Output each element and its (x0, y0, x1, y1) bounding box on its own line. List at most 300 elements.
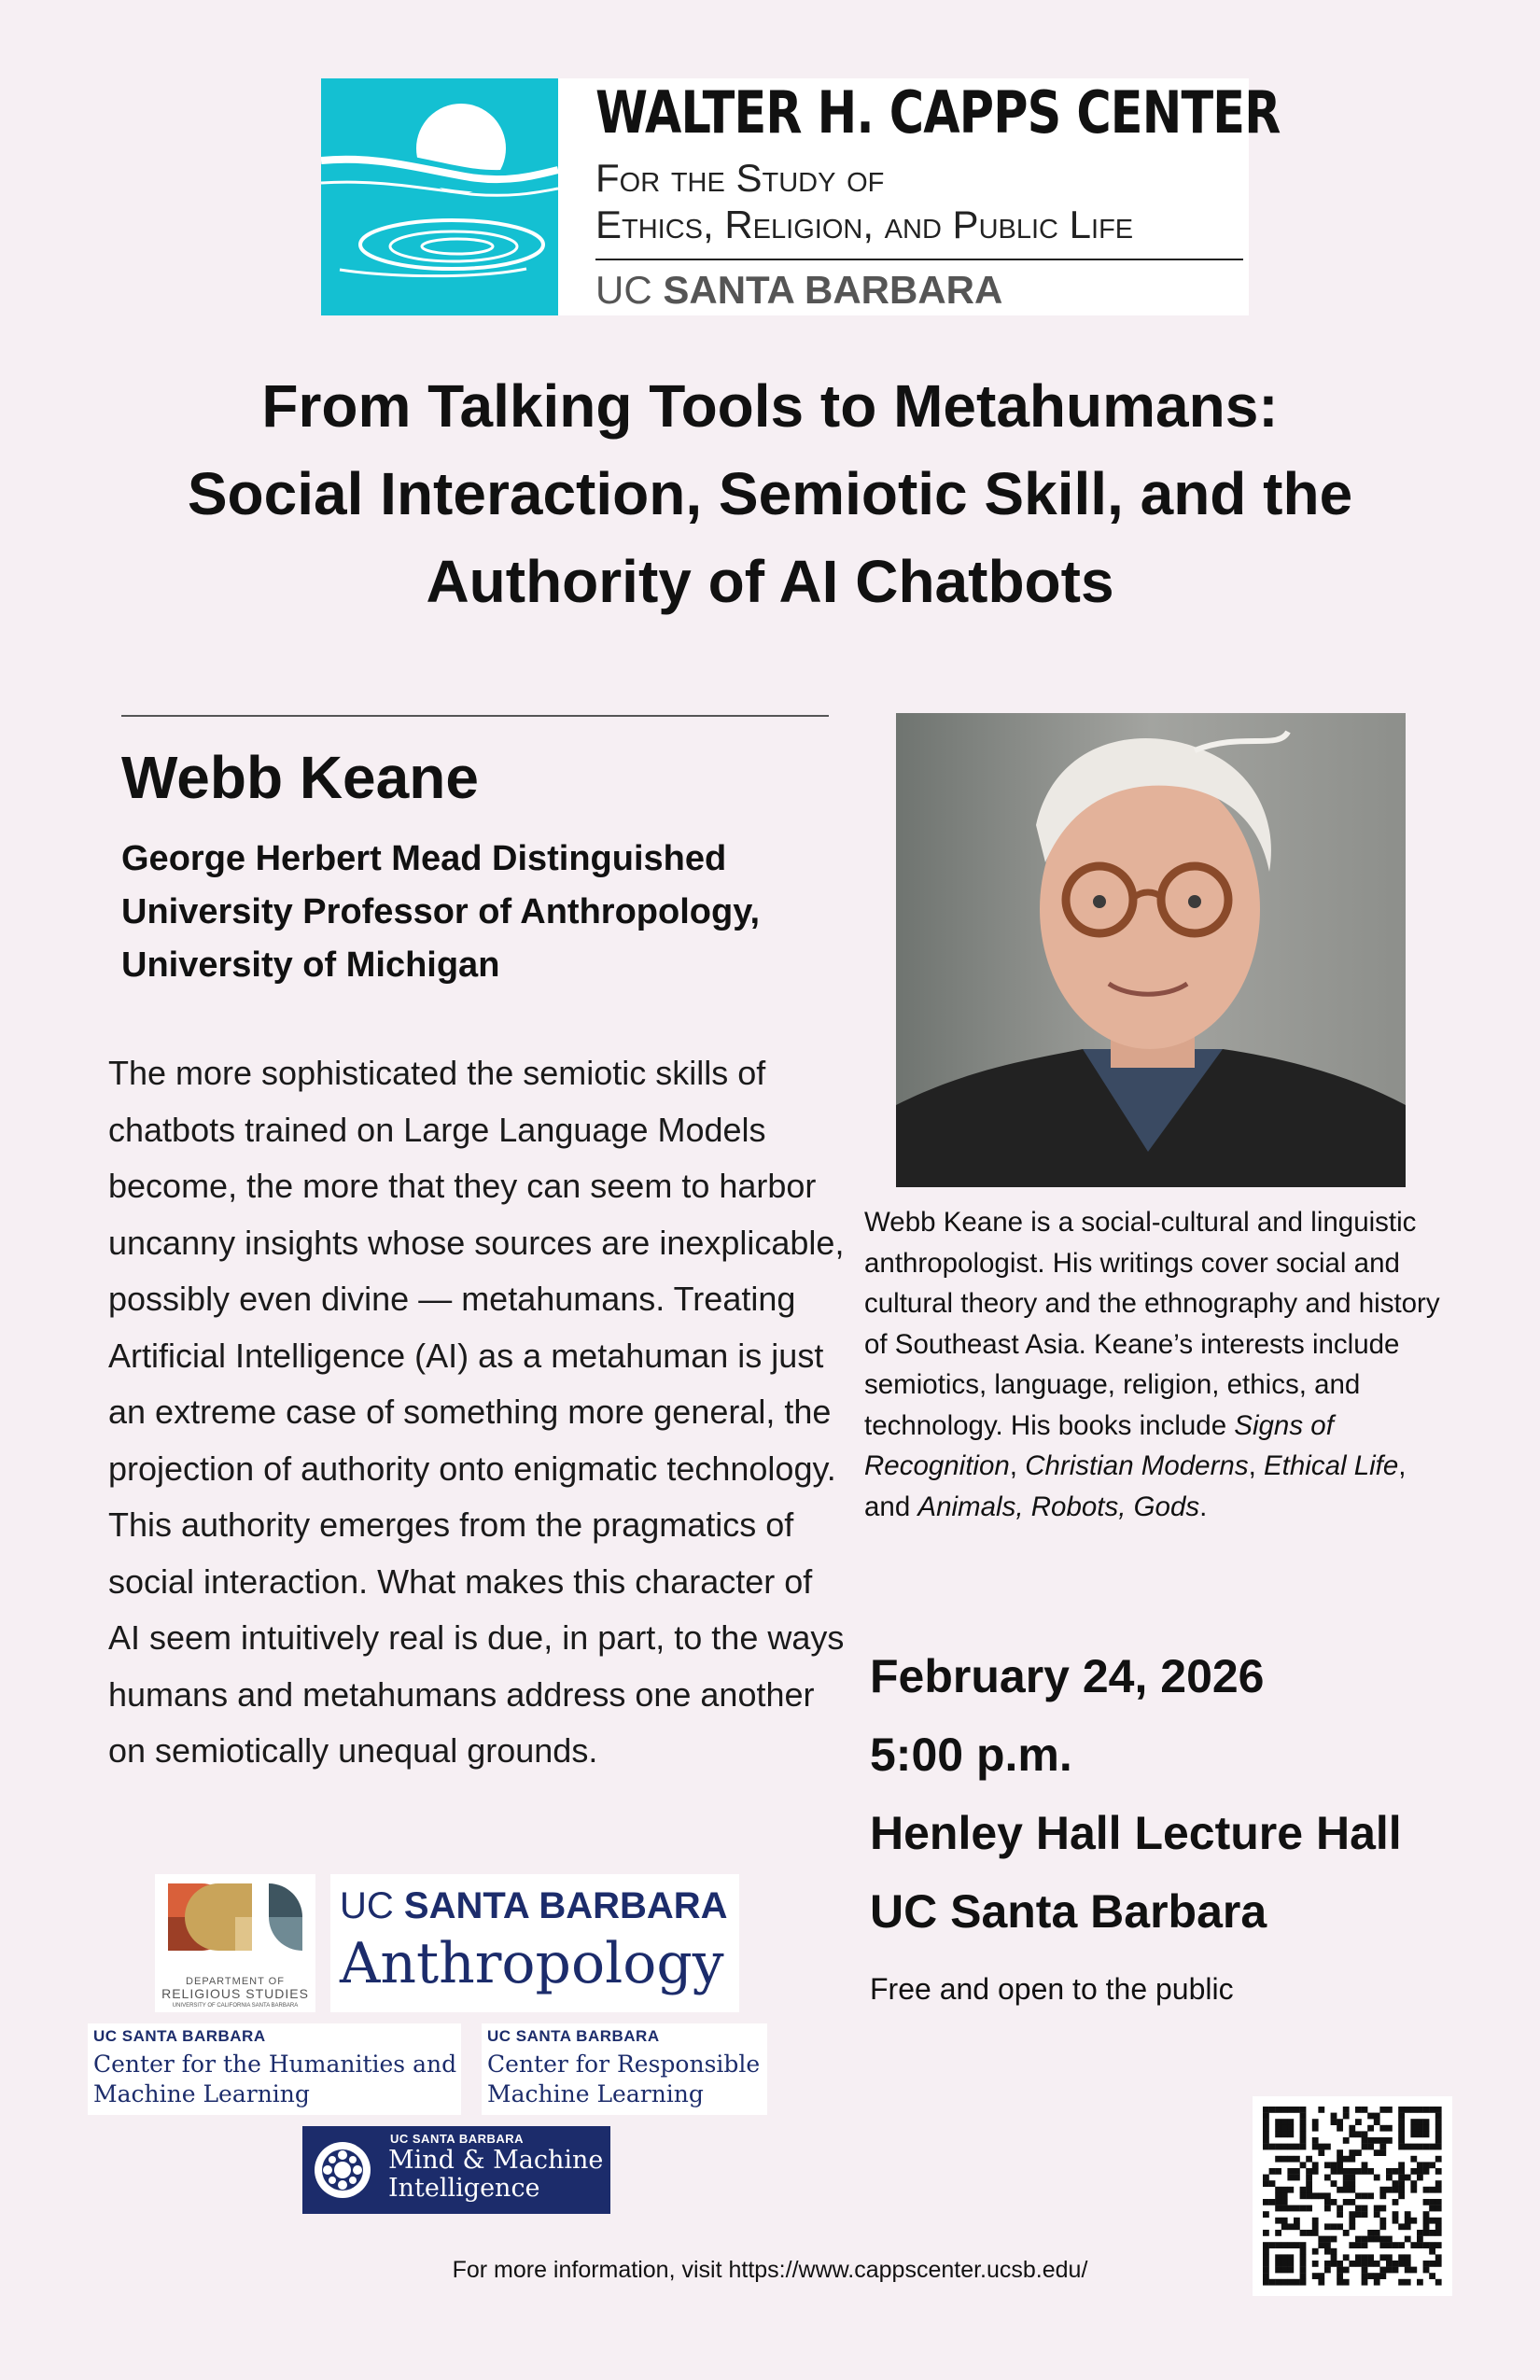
qr-module (1287, 2144, 1294, 2150)
qr-module (1435, 2131, 1442, 2137)
qr-module (1263, 2230, 1269, 2236)
qr-module (1374, 2175, 1380, 2181)
qr-module (1410, 2187, 1417, 2193)
qr-module (1343, 2230, 1350, 2236)
qr-module (1355, 2242, 1362, 2248)
qr-module (1386, 2137, 1393, 2144)
qr-module (1374, 2119, 1380, 2125)
qr-module (1379, 2107, 1386, 2113)
qr-module (1343, 2175, 1350, 2181)
qr-module (1324, 2144, 1331, 2150)
qr-module (1318, 2242, 1324, 2248)
anth-uc: UC (340, 1885, 394, 1926)
qr-module (1355, 2236, 1362, 2243)
qr-module (1379, 2218, 1386, 2224)
qr-module (1343, 2113, 1350, 2120)
qr-module (1306, 2175, 1312, 2181)
qr-module (1287, 2223, 1294, 2230)
mmi-name (388, 2147, 603, 2203)
qr-module (1355, 2211, 1362, 2218)
capps-center-logo (321, 78, 1281, 315)
event-details (870, 1637, 1402, 1951)
crml-logo (482, 2023, 767, 2115)
religious-studies-logo (155, 1874, 315, 2012)
qr-module (1429, 2199, 1435, 2205)
qr-module (1300, 2137, 1307, 2144)
qr-module (1355, 2168, 1362, 2175)
qr-module (1263, 2119, 1269, 2125)
qr-module (1423, 2242, 1430, 2248)
qr-module (1343, 2180, 1350, 2187)
qr-module (1343, 2137, 1350, 2144)
qr-module (1287, 2107, 1294, 2113)
qr-module (1435, 2187, 1442, 2193)
qr-module (1367, 2192, 1374, 2199)
book-ethical-life: Ethical Life (1263, 1450, 1399, 1481)
qr-module (1362, 2236, 1368, 2243)
qr-module (1331, 2199, 1337, 2205)
qr-module (1435, 2242, 1442, 2248)
qr-module (1379, 2137, 1386, 2144)
mmi-line1: Mind & Machine (388, 2146, 604, 2175)
qr-module (1355, 2149, 1362, 2156)
qr-module (1410, 2242, 1417, 2248)
qr-module (1294, 2223, 1300, 2230)
qr-module (1306, 2192, 1312, 2199)
qr-module (1423, 2162, 1430, 2168)
qr-module (1306, 2230, 1312, 2236)
qr-module (1337, 2211, 1343, 2218)
qr-module (1410, 2144, 1417, 2150)
rs-text (155, 1976, 315, 2012)
qr-module (1337, 2156, 1343, 2163)
qr-module (1337, 2187, 1343, 2193)
qr-module (1300, 2144, 1307, 2150)
qr-module (1294, 2242, 1300, 2248)
qr-module (1398, 2175, 1405, 2181)
sunset-water-icon (321, 78, 558, 315)
qr-module (1379, 2144, 1386, 2150)
qr-module (1405, 2144, 1411, 2150)
qr-module (1417, 2230, 1423, 2236)
qr-module (1398, 2119, 1405, 2125)
qr-module (1281, 2199, 1288, 2205)
qr-module (1324, 2223, 1331, 2230)
qr-module (1362, 2192, 1368, 2199)
qr-module (1263, 2144, 1269, 2150)
qr-module (1398, 2192, 1405, 2199)
event-campus: UC Santa Barbara (870, 1885, 1267, 1938)
talk-title-line1: From Talking Tools to Metahumans: (261, 372, 1279, 440)
crml-line2: Machine Learning (487, 2080, 704, 2107)
capps-ucsb-wordmark (595, 268, 1003, 312)
qr-module (1281, 2192, 1288, 2199)
qr-module (1429, 2205, 1435, 2212)
qr-module (1393, 2199, 1399, 2205)
bio-end: . (1199, 1491, 1208, 1522)
anth-ucsb (340, 1885, 728, 1927)
gear-brain-icon (312, 2139, 373, 2201)
qr-module (1269, 2107, 1276, 2113)
qr-module (1435, 2218, 1442, 2224)
speaker-title-line2: University Professor of Anthropology, (121, 892, 761, 931)
qr-module (1312, 2162, 1319, 2168)
qr-module (1367, 2168, 1374, 2175)
qr-module (1306, 2187, 1312, 2193)
qr-module (1343, 2187, 1350, 2193)
qr-module (1374, 2149, 1380, 2156)
qr-module (1429, 2230, 1435, 2236)
qr-module (1269, 2180, 1276, 2187)
qr-module (1374, 2236, 1380, 2243)
qr-module (1386, 2187, 1393, 2193)
qr-module (1417, 2175, 1423, 2181)
qr-module (1374, 2113, 1380, 2120)
qr-module (1263, 2131, 1269, 2137)
qr-module (1379, 2223, 1386, 2230)
qr-module (1435, 2180, 1442, 2187)
qr-module (1263, 2242, 1269, 2248)
qr-module (1379, 2242, 1386, 2248)
crml-name (487, 2050, 760, 2109)
qr-module (1386, 2242, 1393, 2248)
qr-module (1300, 2205, 1307, 2212)
anthropology-logo (330, 1874, 739, 2012)
qr-module (1386, 2107, 1393, 2113)
qr-module (1312, 2125, 1319, 2132)
qr-module (1423, 2125, 1430, 2132)
qr-module (1287, 2187, 1294, 2193)
qr-module (1435, 2144, 1442, 2150)
bio-sep3: , and (864, 1450, 1407, 1522)
qr-module (1337, 2168, 1343, 2175)
qr-module (1349, 2125, 1355, 2132)
qr-module (1312, 2248, 1319, 2255)
qr-module (1306, 2180, 1312, 2187)
qr-module (1324, 2199, 1331, 2205)
qr-module (1269, 2168, 1276, 2175)
qr-module (1312, 2230, 1319, 2236)
qr-module (1269, 2144, 1276, 2150)
speaker-title-line1: George Herbert Mead Distinguished (121, 839, 727, 878)
qr-module (1417, 2119, 1423, 2125)
capps-subtitle-line2: Ethics, Religion, and Public Life (595, 203, 1134, 246)
qr-module (1281, 2119, 1288, 2125)
qr-module (1405, 2107, 1411, 2113)
qr-module (1287, 2168, 1294, 2175)
qr-module (1318, 2144, 1324, 2150)
qr-module (1275, 2131, 1281, 2137)
qr-module (1275, 2187, 1281, 2193)
qr-module (1275, 2107, 1281, 2113)
bio-text: Webb Keane is a social-cultural and linguistic anthropologist. His writings cover social and cultural theory and the ethnography and history of Southeast Asia. Keane’s interests include semiotics, language, religion, ethics, and technology. His books include (864, 1207, 1440, 1441)
qr-module (1281, 2125, 1288, 2132)
qr-module (1275, 2205, 1281, 2212)
qr-module (1306, 2205, 1312, 2212)
qr-module (1300, 2187, 1307, 2193)
qr-module (1435, 2156, 1442, 2163)
qr-module (1398, 2131, 1405, 2137)
mind-machine-logo (302, 2126, 610, 2214)
qr-module (1281, 2223, 1288, 2230)
qr-module (1423, 2218, 1430, 2224)
qr-module (1349, 2187, 1355, 2193)
qr-module (1362, 2242, 1368, 2248)
qr-module (1287, 2125, 1294, 2132)
qr-module (1429, 2248, 1435, 2255)
qr-module (1287, 2242, 1294, 2248)
qr-module (1393, 2187, 1399, 2193)
qr-module (1405, 2223, 1411, 2230)
qr-module (1423, 2187, 1430, 2193)
qr-module (1349, 2218, 1355, 2224)
qr-module (1398, 2113, 1405, 2120)
qr-module (1287, 2131, 1294, 2137)
qr-module (1423, 2230, 1430, 2236)
qr-module (1393, 2218, 1399, 2224)
qr-module (1269, 2199, 1276, 2205)
qr-module (1355, 2119, 1362, 2125)
qr-module (1386, 2175, 1393, 2181)
qr-module (1349, 2156, 1355, 2163)
crml-ucsb: UC SANTA BARBARA (487, 2027, 660, 2045)
qr-module (1398, 2168, 1405, 2175)
qr-module (1349, 2223, 1355, 2230)
qr-module (1324, 2162, 1331, 2168)
qr-module (1275, 2168, 1281, 2175)
qr-module (1435, 2119, 1442, 2125)
qr-module (1417, 2236, 1423, 2243)
qr-module (1312, 2192, 1319, 2199)
qr-module (1355, 2131, 1362, 2137)
qr-module (1349, 2131, 1355, 2137)
qr-module (1275, 2192, 1281, 2199)
qr-module (1417, 2131, 1423, 2137)
qr-module (1367, 2113, 1374, 2120)
qr-module (1379, 2187, 1386, 2193)
qr-module (1386, 2168, 1393, 2175)
qr-module (1367, 2137, 1374, 2144)
event-date: February 24, 2026 (870, 1650, 1265, 1702)
rs-line1: DEPARTMENT OF (186, 1976, 285, 1987)
qr-module (1324, 2192, 1331, 2199)
qr-module (1343, 2156, 1350, 2163)
qr-module (1349, 2242, 1355, 2248)
qr-module (1423, 2131, 1430, 2137)
qr-module (1374, 2211, 1380, 2218)
qr-module (1398, 2162, 1405, 2168)
qr-module (1281, 2144, 1288, 2150)
qr-module (1410, 2119, 1417, 2125)
qr-module (1287, 2205, 1294, 2212)
qr-module (1281, 2242, 1288, 2248)
qr-module (1398, 2187, 1405, 2193)
event-venue: Henley Hall Lecture Hall (870, 1807, 1402, 1859)
qr-module (1355, 2107, 1362, 2113)
qr-module (1324, 2242, 1331, 2248)
qr-module (1300, 2248, 1307, 2255)
speaker-name: Webb Keane (121, 744, 479, 811)
qr-module (1410, 2156, 1417, 2163)
speaker-portrait-illustration (896, 713, 1406, 1187)
qr-module (1263, 2137, 1269, 2144)
qr-module (1405, 2218, 1411, 2224)
qr-module (1263, 2125, 1269, 2132)
qr-module (1312, 2137, 1319, 2144)
anth-sb: SANTA BARBARA (403, 1885, 728, 1926)
qr-module (1367, 2125, 1374, 2132)
chml-ucsb: UC SANTA BARBARA (93, 2027, 266, 2045)
qr-module (1417, 2242, 1423, 2248)
qr-module (1306, 2168, 1312, 2175)
qr-module (1343, 2168, 1350, 2175)
qr-module (1263, 2199, 1269, 2205)
qr-module (1362, 2107, 1368, 2113)
qr-module (1324, 2175, 1331, 2181)
qr-module (1312, 2223, 1319, 2230)
qr-module (1275, 2156, 1281, 2163)
qr-module (1379, 2236, 1386, 2243)
qr-module (1393, 2211, 1399, 2218)
qr-module (1410, 2131, 1417, 2137)
qr-module (1417, 2144, 1423, 2150)
qr-module (1331, 2162, 1337, 2168)
qr-module (1398, 2223, 1405, 2230)
qr-module (1300, 2192, 1307, 2199)
book-christian-moderns: Christian Moderns (1025, 1450, 1249, 1481)
qr-module (1410, 2107, 1417, 2113)
qr-module (1393, 2168, 1399, 2175)
qr-module (1337, 2205, 1343, 2212)
qr-module (1312, 2144, 1319, 2150)
qr-module (1287, 2119, 1294, 2125)
qr-module (1337, 2149, 1343, 2156)
qr-module (1275, 2230, 1281, 2236)
qr-module (1331, 2113, 1337, 2120)
qr-module (1374, 2137, 1380, 2144)
qr-module (1362, 2144, 1368, 2150)
qr-module (1275, 2199, 1281, 2205)
book-animals-robots-gods: Animals, Robots, Gods (917, 1491, 1200, 1522)
talk-title-line3: Authority of AI Chatbots (426, 548, 1114, 615)
qr-module (1300, 2242, 1307, 2248)
qr-module (1379, 2192, 1386, 2199)
qr-module (1337, 2162, 1343, 2168)
qr-module (1294, 2175, 1300, 2181)
qr-module (1300, 2131, 1307, 2137)
qr-module (1275, 2242, 1281, 2248)
qr-module (1312, 2168, 1319, 2175)
chml-logo (88, 2023, 461, 2115)
book-signs-of-recognition: Signs of Recognition (864, 1409, 1334, 1481)
qr-module (1393, 2242, 1399, 2248)
qr-module (1275, 2218, 1281, 2224)
qr-module (1355, 2192, 1362, 2199)
qr-module (1367, 2230, 1374, 2236)
qr-module (1429, 2187, 1435, 2193)
qr-module (1417, 2107, 1423, 2113)
qr-module (1300, 2119, 1307, 2125)
qr-module (1355, 2205, 1362, 2212)
qr-module (1269, 2242, 1276, 2248)
qr-module (1331, 2236, 1337, 2243)
mmi-ucsb: UC SANTA BARBARA (390, 2132, 525, 2146)
qr-module (1398, 2180, 1405, 2187)
qr-module (1410, 2168, 1417, 2175)
qr-module (1331, 2248, 1337, 2255)
qr-module (1281, 2187, 1288, 2193)
talk-title (37, 362, 1503, 625)
qr-module (1429, 2107, 1435, 2113)
qr-module (1429, 2162, 1435, 2168)
speaker-photo (896, 713, 1406, 1187)
qr-module (1417, 2168, 1423, 2175)
capps-logo-mark (321, 78, 558, 315)
qr-module (1405, 2236, 1411, 2243)
capps-center-name: WALTER H. CAPPS CENTER (595, 78, 1281, 147)
qr-module (1362, 2205, 1368, 2212)
event-time: 5:00 p.m. (870, 1729, 1072, 1781)
qr-module (1435, 2168, 1442, 2175)
qr-module (1331, 2180, 1337, 2187)
qr-module (1287, 2175, 1294, 2181)
qr-module (1423, 2168, 1430, 2175)
qr-module (1263, 2248, 1269, 2255)
qr-module (1349, 2168, 1355, 2175)
qr-module (1379, 2125, 1386, 2132)
qr-module (1343, 2107, 1350, 2113)
qr-module (1374, 2230, 1380, 2236)
qr-module (1349, 2149, 1355, 2156)
qr-module (1318, 2149, 1324, 2156)
ucsb-santa-barbara: SANTA BARBARA (663, 268, 1003, 312)
qr-module (1410, 2125, 1417, 2132)
section-divider (121, 715, 829, 717)
qr-module (1398, 2144, 1405, 2150)
qr-module (1287, 2156, 1294, 2163)
chml-line2: Machine Learning (93, 2080, 310, 2107)
qr-module (1423, 2119, 1430, 2125)
rs-line3: UNIVERSITY OF CALIFORNIA SANTA BARBARA (172, 2003, 299, 2009)
chml-line1: Center for the Humanities and (93, 2051, 457, 2078)
qr-module (1294, 2205, 1300, 2212)
qr-module (1423, 2107, 1430, 2113)
qr-module (1318, 2192, 1324, 2199)
qr-module (1379, 2205, 1386, 2212)
qr-module (1379, 2149, 1386, 2156)
qr-module (1281, 2218, 1288, 2224)
qr-module (1435, 2223, 1442, 2230)
qr-module (1435, 2230, 1442, 2236)
qr-module (1349, 2175, 1355, 2181)
qr-module (1362, 2137, 1368, 2144)
qr-module (1362, 2211, 1368, 2218)
qr-module (1349, 2180, 1355, 2187)
qr-module (1331, 2168, 1337, 2175)
qr-module (1417, 2162, 1423, 2168)
qr-module (1343, 2199, 1350, 2205)
qr-module (1275, 2119, 1281, 2125)
footer-info: For more information, visit https://www.cappscenter.ucsb.edu/ (452, 2257, 1088, 2283)
logo-divider (595, 259, 1243, 260)
speaker-bio (864, 1202, 1443, 1527)
qr-module (1331, 2223, 1337, 2230)
qr-module (1435, 2125, 1442, 2132)
speaker-title-line3: University of Michigan (121, 945, 500, 985)
speaker-affiliation (121, 833, 831, 992)
qr-module (1349, 2199, 1355, 2205)
qr-module (1386, 2236, 1393, 2243)
